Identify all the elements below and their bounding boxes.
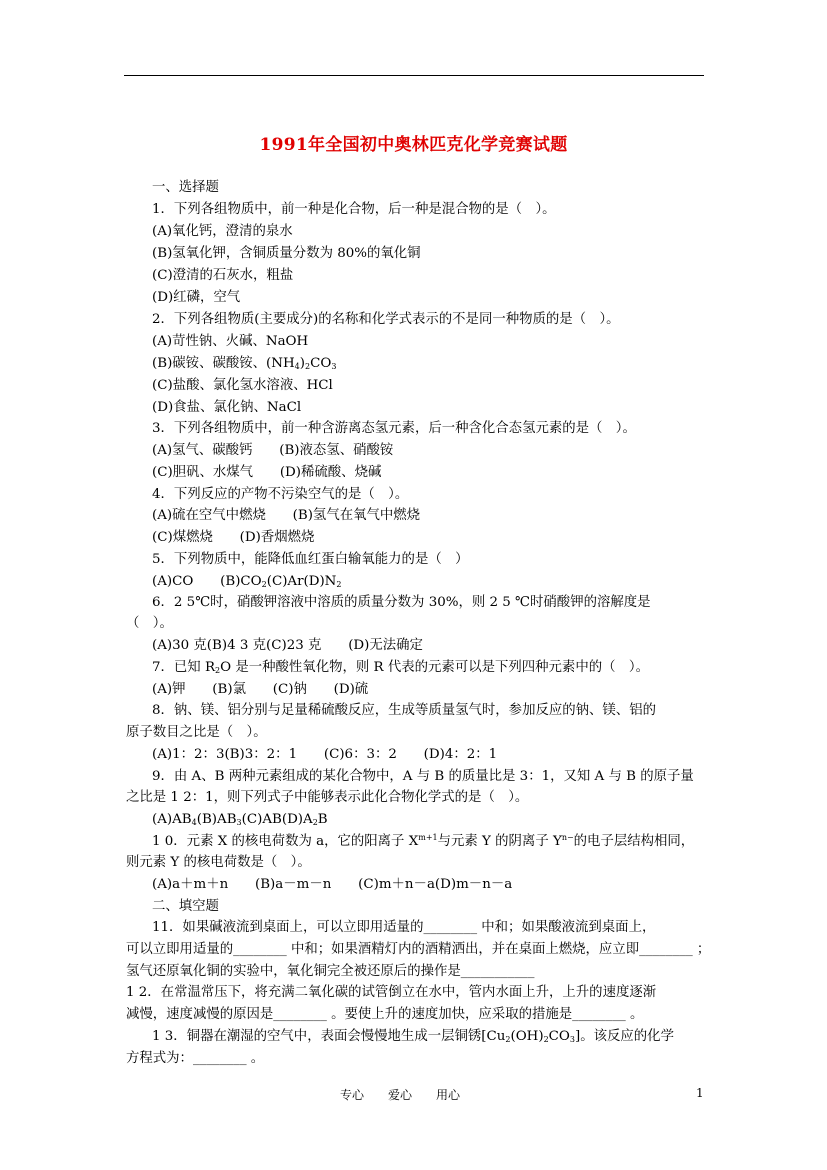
question-10 xyxy=(152,832,694,852)
subscript: 3 xyxy=(236,818,242,827)
options-5-text: (A)CO (B)CO xyxy=(152,574,262,589)
question-10-text: 的电子层结构相同， xyxy=(573,834,695,849)
superscript: n− xyxy=(561,833,574,842)
page-title: 1991年全国初中奥林匹克化学竞赛试题 xyxy=(259,135,568,155)
subscript: 2 xyxy=(215,666,221,675)
section-heading-choice: 一、选择题 xyxy=(152,180,219,195)
option-1c: (C)澄清的石灰水，粗盐 xyxy=(152,268,294,283)
subscript: 3 xyxy=(331,362,337,371)
question-13 xyxy=(152,1027,674,1047)
options-9-text: (A)AB xyxy=(152,812,192,827)
question-9-cont: 之比是 1 2：1，则下列式子中能够表示此化合物化学式的是（ ）。 xyxy=(126,790,529,805)
question-13-text: 1 3．铜器在潮湿的空气中，表面会慢慢地生成一层铜锈[Cu xyxy=(152,1029,506,1044)
subscript: 2 xyxy=(261,580,267,589)
options-9-text: (B)AB xyxy=(196,812,237,827)
question-9: 9．由 A、B 两种元素组成的某化合物中，A 与 B 的质量比是 3：1，又知 A 与 B 的原子量 xyxy=(152,769,694,784)
options-6: (A)30 克(B)4 3 克(C)23 克 (D)无法确定 xyxy=(152,638,423,653)
option-2b-text: (B)碳铵、碳酸铵、(NH xyxy=(152,356,295,371)
subscript: 2 xyxy=(304,362,311,371)
question-13-text: ]。该反应的化学 xyxy=(575,1029,674,1044)
question-3: 3．下列各组物质中，前一种含游离态氢元素，后一种含化合态氢元素的是（ ）。 xyxy=(152,421,636,436)
question-10-cont: 则元素 Y 的核电荷数是（ ）。 xyxy=(126,855,311,870)
options-9 xyxy=(152,810,328,830)
subscript: 2 xyxy=(312,818,318,827)
question-6: 6．2 5℃时，硝酸钾溶液中溶质的质量分数为 30%，则 2 5 ℃时硝酸钾的溶解度是 xyxy=(152,595,651,610)
option-2c: (C)盐酸、氯化氢水溶液、HCl xyxy=(152,378,333,393)
options-3ab: (A)氢气、碳酸钙 (B)液态氢、硝酸铵 xyxy=(152,443,394,458)
question-1: 1．下列各组物质中，前一种是化合物，后一种是混合物的是（ ）。 xyxy=(152,202,556,217)
page-number: 1 xyxy=(696,1086,704,1100)
question-8: 8．钠、镁、铝分别与足量稀硫酸反应，生成等质量氢气时，参加反应的钠、镁、铝的 xyxy=(152,703,656,718)
option-1b: (B)氢氧化钾，含铜质量分数为 80%的氧化铜 xyxy=(152,246,421,261)
options-4ab: (A)硫在空气中燃烧 (B)氢气在氧气中燃烧 xyxy=(152,508,421,523)
question-6-cont: （ ）。 xyxy=(126,616,173,631)
question-12: 1 2．在常温常压下，将充满二氧化碳的试管倒立在水中，管内水面上升，上升的速度逐渐 xyxy=(126,985,657,1000)
question-12-cont: 减慢，速度减慢的原因是________ 。要使上升的速度加快，应采取的措施是________ 。 xyxy=(126,1007,644,1022)
option-2b-text: CO xyxy=(310,356,332,371)
question-8-cont: 原子数目之比是（ ）。 xyxy=(126,725,267,740)
question-13-cont: 方程式为：________ 。 xyxy=(126,1051,265,1066)
question-10-text: 与元素 Y 的阴离子 Y xyxy=(437,834,562,849)
option-2a: (A)苛性钠、火碱、NaOH xyxy=(152,334,309,349)
subscript: 4 xyxy=(191,818,197,827)
options-9-text: B xyxy=(317,812,328,827)
options-5-text: (C)Ar(D)N xyxy=(266,574,337,589)
section-heading-fill: 二、填空题 xyxy=(152,899,219,914)
question-4: 4．下列反应的产物不污染空气的是（ ）。 xyxy=(152,487,409,502)
options-7: (A)钾 (B)氯 (C)钠 (D)硫 xyxy=(152,682,369,697)
superscript: m+1 xyxy=(418,833,438,842)
footer-motto: 专心 爱心 用心 xyxy=(340,1088,461,1102)
subscript: 2 xyxy=(505,1035,511,1044)
question-13-text: (OH) xyxy=(510,1029,544,1044)
options-5 xyxy=(152,572,342,592)
question-11-cont2: 氢气还原氧化铜的实验中，氧化铜完全被还原后的操作是___________ xyxy=(126,964,535,979)
subscript: 2 xyxy=(543,1035,549,1044)
subscript: 4 xyxy=(294,362,300,371)
question-2: 2．下列各组物质(主要成分)的名称和化学式表示的不是同一种物质的是（ ）。 xyxy=(152,312,620,327)
option-1a: (A)氧化钙，澄清的泉水 xyxy=(152,224,293,239)
subscript: 3 xyxy=(569,1035,575,1044)
question-11: 11．如果碱液流到桌面上，可以立即用适量的________ 中和；如果酸液流到桌面上， xyxy=(152,920,656,935)
question-13-text: CO xyxy=(548,1029,570,1044)
option-2b-text: ) xyxy=(299,356,305,371)
options-8: (A)1：2：3(B)3：2：1 (C)6：3：2 (D)4：2：1 xyxy=(152,747,498,762)
question-7-text: 7．已知 R xyxy=(152,660,216,675)
options-3cd: (C)胆矾、水煤气 (D)稀硫酸、烧碱 xyxy=(152,465,382,480)
option-2b xyxy=(152,354,336,374)
option-1d: (D)红磷，空气 xyxy=(152,290,241,305)
question-11-cont: 可以立即用适量的________ 中和；如果酒精灯内的酒精洒出，并在桌面上燃烧，应立即________ ； xyxy=(126,942,711,957)
question-7 xyxy=(152,658,649,678)
option-2d: (D)食盐、氯化钠、NaCl xyxy=(152,400,302,415)
question-5: 5．下列物质中，能降低血红蛋白输氧能力的是（ ） xyxy=(152,552,469,567)
subscript: 2 xyxy=(336,580,342,589)
question-10-text: 1 0．元素 X 的核电荷数为 a，它的阳离子 X xyxy=(152,834,419,849)
options-9-text: (C)AB(D)A xyxy=(241,812,313,827)
header-rule xyxy=(124,75,704,76)
question-7-text: O 是一种酸性氧化物，则 R 代表的元素可以是下列四种元素中的（ ）。 xyxy=(220,660,649,675)
options-4cd: (C)煤燃烧 (D)香烟燃烧 xyxy=(152,530,315,545)
options-10: (A)a＋m＋n (B)a－m－n (C)m＋n－a(D)m－n－a xyxy=(152,877,513,892)
